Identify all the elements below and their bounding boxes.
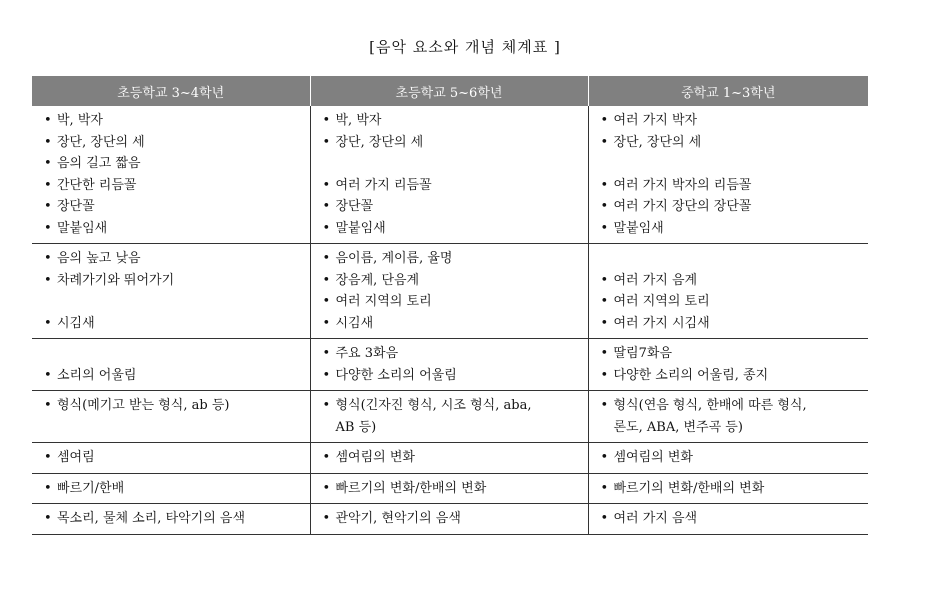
list-item: • 시김새 bbox=[323, 313, 582, 335]
table-row bbox=[32, 244, 868, 339]
list-item: • 주요 3화음 bbox=[323, 343, 582, 365]
list-item: • 박, 박자 bbox=[323, 110, 582, 132]
header-elementary-5-6: 초등학교 5~6학년 bbox=[310, 76, 588, 106]
list-item: • 셈여림 bbox=[44, 447, 304, 469]
header-row bbox=[32, 76, 868, 106]
list-item: • 장음계, 단음계 bbox=[323, 270, 582, 292]
list-item: • 차례가기와 뛰어가기 bbox=[44, 270, 304, 292]
cell-elementary-5-6 bbox=[310, 473, 588, 504]
cell-middle-1-3 bbox=[588, 443, 868, 474]
list-item: • 형식(메기고 받는 형식, ab 등) bbox=[44, 395, 304, 417]
cell-elementary-5-6 bbox=[310, 443, 588, 474]
list-item: • 여러 지역의 토리 bbox=[601, 291, 863, 313]
header-middle-1-3: 중학교 1~3학년 bbox=[588, 76, 868, 106]
list-item: AB 등) bbox=[335, 419, 377, 435]
cell-middle-1-3 bbox=[588, 504, 868, 535]
table-row bbox=[32, 504, 868, 535]
list-item: • 여러 가지 박자 bbox=[601, 110, 863, 132]
list-item: • 목소리, 물체 소리, 타악기의 음색 bbox=[44, 508, 304, 530]
list-item: • 여러 가지 박자의 리듬꼴 bbox=[601, 175, 863, 197]
list-item: • 음의 길고 짧음 bbox=[44, 153, 304, 175]
cell-elementary-3-4 bbox=[32, 504, 310, 535]
list-item: • 여러 지역의 토리 bbox=[323, 291, 582, 313]
list-item: • 다양한 소리의 어울림 bbox=[323, 365, 582, 387]
list-item: • 장단, 장단의 세 bbox=[601, 132, 863, 154]
list-item: • 장단, 장단의 세 bbox=[44, 132, 304, 154]
list-item: • 말붙임새 bbox=[44, 218, 304, 240]
list-item bbox=[601, 248, 863, 270]
cell-middle-1-3 bbox=[588, 339, 868, 391]
list-item: • 형식(연음 형식, 한배에 따른 형식, bbox=[601, 395, 863, 417]
list-item: • 여러 가지 음색 bbox=[601, 508, 863, 530]
cell-middle-1-3 bbox=[588, 106, 868, 244]
concept-table bbox=[32, 76, 868, 535]
list-item: • 음의 높고 낮음 bbox=[44, 248, 304, 270]
list-item: • 딸림7화음 bbox=[601, 343, 863, 365]
list-item: • 음이름, 계이름, 율명 bbox=[323, 248, 582, 270]
list-item: • 여러 가지 음계 bbox=[601, 270, 863, 292]
cell-middle-1-3 bbox=[588, 473, 868, 504]
header-elementary-3-4: 초등학교 3~4학년 bbox=[32, 76, 310, 106]
table-row bbox=[32, 473, 868, 504]
list-item: • 간단한 리듬꼴 bbox=[44, 175, 304, 197]
list-item: • 소리의 어울림 bbox=[44, 365, 304, 387]
cell-elementary-5-6 bbox=[310, 106, 588, 244]
list-item: • 말붙임새 bbox=[601, 218, 863, 240]
list-item: • 여러 가지 장단의 장단꼴 bbox=[601, 196, 863, 218]
cell-elementary-5-6 bbox=[310, 244, 588, 339]
list-item: • 관악기, 현악기의 음색 bbox=[323, 508, 582, 530]
cell-elementary-3-4 bbox=[32, 106, 310, 244]
list-item: • 장단, 장단의 세 bbox=[323, 132, 582, 154]
list-item: • 장단꼴 bbox=[44, 196, 304, 218]
list-item: • 여러 가지 리듬꼴 bbox=[323, 175, 582, 197]
list-item bbox=[44, 291, 304, 313]
cell-middle-1-3 bbox=[588, 244, 868, 339]
cell-elementary-3-4 bbox=[32, 443, 310, 474]
list-item: • 셈여림의 변화 bbox=[323, 447, 582, 469]
list-item bbox=[323, 153, 582, 175]
list-item: • 박, 박자 bbox=[44, 110, 304, 132]
list-item: • 말붙임새 bbox=[323, 218, 582, 240]
list-item bbox=[44, 343, 304, 365]
list-item: • 빠르기의 변화/한배의 변화 bbox=[323, 478, 582, 500]
table-row bbox=[32, 106, 868, 244]
list-item: • 여러 가지 시김새 bbox=[601, 313, 863, 335]
table-body bbox=[32, 106, 868, 534]
cell-elementary-3-4 bbox=[32, 473, 310, 504]
table-row bbox=[32, 443, 868, 474]
cell-elementary-3-4 bbox=[32, 339, 310, 391]
cell-elementary-5-6 bbox=[310, 391, 588, 443]
list-item: • 시김새 bbox=[44, 313, 304, 335]
list-item: 론도, ABA, 변주곡 등) bbox=[613, 419, 743, 435]
list-item: • 다양한 소리의 어울림, 종지 bbox=[601, 365, 863, 387]
table-title: [음악 요소와 개념 체계표 ] bbox=[369, 38, 561, 56]
list-item: • 셈여림의 변화 bbox=[601, 447, 863, 469]
list-item: • 형식(긴자진 형식, 시조 형식, aba, bbox=[323, 395, 582, 417]
table-row bbox=[32, 339, 868, 391]
list-item: • 빠르기의 변화/한배의 변화 bbox=[601, 478, 863, 500]
list-item: • 장단꼴 bbox=[323, 196, 582, 218]
cell-elementary-5-6 bbox=[310, 504, 588, 535]
cell-middle-1-3 bbox=[588, 391, 868, 443]
cell-elementary-3-4 bbox=[32, 244, 310, 339]
list-item: • 빠르기/한배 bbox=[44, 478, 304, 500]
cell-elementary-3-4 bbox=[32, 391, 310, 443]
cell-elementary-5-6 bbox=[310, 339, 588, 391]
list-item bbox=[601, 153, 863, 175]
table-row bbox=[32, 391, 868, 443]
